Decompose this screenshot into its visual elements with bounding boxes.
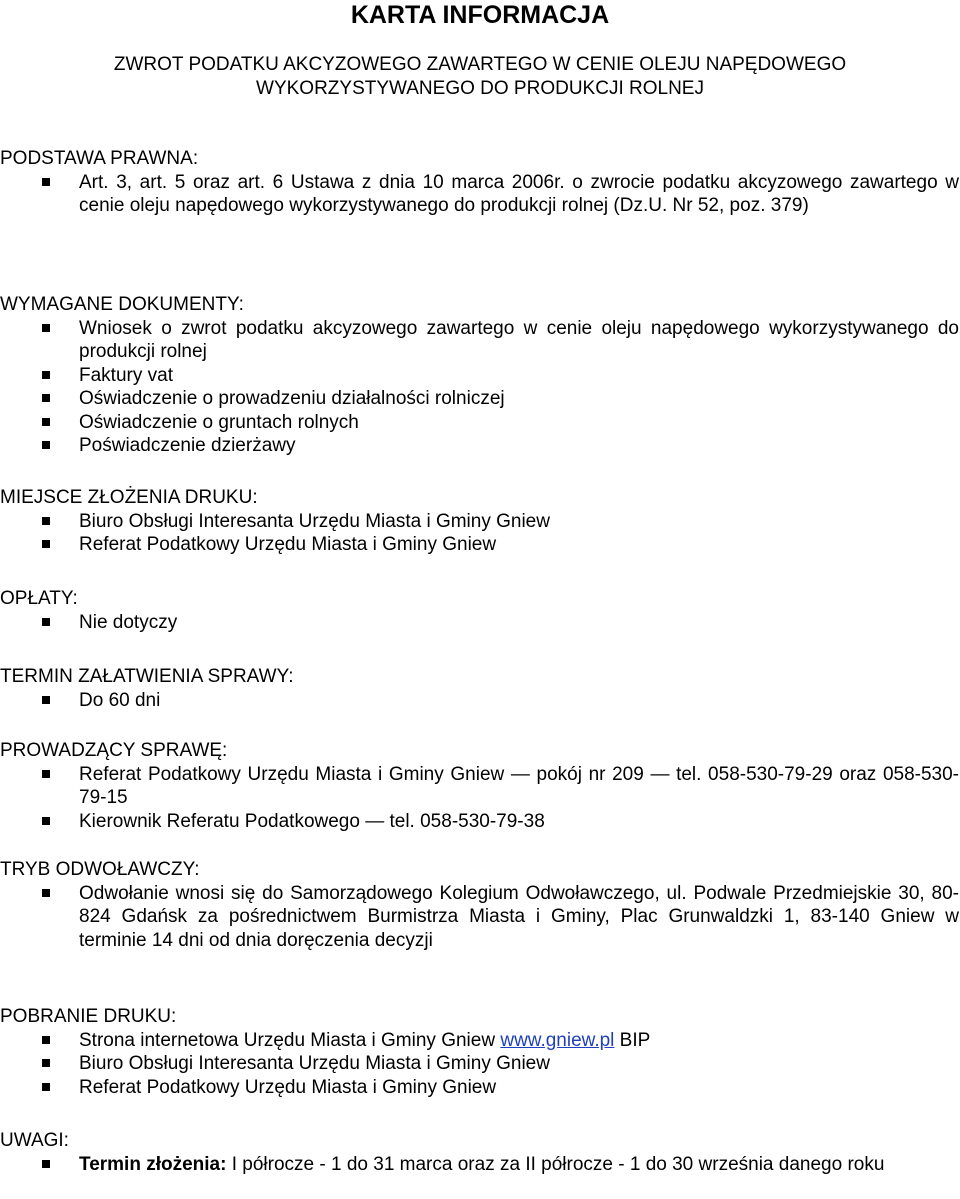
list-item: Referat Podatkowy Urzędu Miasta i Gminy Gniew — [0, 1076, 960, 1100]
square-bullet-icon — [42, 441, 50, 449]
section-heading: PODSTAWA PRAWNA: — [0, 148, 199, 169]
list-item: Do 60 dni — [0, 689, 960, 713]
document-subtitle — [0, 53, 960, 101]
list-item: Strona internetowa Urzędu Miasta i Gminy Gniew www.gniew.pl BIP — [0, 1029, 960, 1053]
section-prowadzacy-sprawe — [0, 739, 960, 833]
square-bullet-icon — [42, 1036, 50, 1044]
list-item: Art. 3, art. 5 oraz art. 6 Ustawa z dnia 10 marca 2006r. o zwrocie podatku akcyzowego zawartego w cenie oleju napędowego wykorzystywanego do produkcji rolnej (Dz.U. Nr 52, poz. 379) — [0, 171, 960, 218]
section-heading: UWAGI: — [0, 1130, 69, 1151]
section-heading: PROWADZĄCY SPRAWĘ: — [0, 740, 228, 761]
section-heading: TRYB ODWOŁAWCZY: — [0, 859, 200, 880]
square-bullet-icon — [42, 324, 50, 332]
section-wymagane-dokumenty — [0, 293, 960, 458]
section-heading: WYMAGANE DOKUMENTY: — [0, 294, 244, 315]
subtitle-line-1: ZWROT PODATKU AKCYZOWEGO ZAWARTEGO W CENIE OLEJU NAPĘDOWEGO — [113, 54, 847, 75]
square-bullet-icon — [42, 394, 50, 402]
list-item: Oświadczenie o prowadzeniu działalności rolniczej — [0, 387, 960, 411]
square-bullet-icon — [42, 1059, 50, 1067]
square-bullet-icon — [42, 517, 50, 525]
section-heading: MIEJSCE ZŁOŻENIA DRUKU: — [0, 487, 258, 508]
square-bullet-icon — [42, 696, 50, 704]
section-uwagi — [0, 1129, 960, 1176]
square-bullet-icon — [42, 1160, 50, 1168]
subtitle-line-2: WYKORZYSTYWANEGO DO PRODUKCJI ROLNEJ — [256, 78, 704, 99]
section-miejsce-zlozenia — [0, 486, 960, 557]
section-podstawa-prawna — [0, 147, 960, 218]
list-item: Oświadczenie o gruntach rolnych — [0, 411, 960, 435]
list-item: Kierownik Referatu Podatkowego — tel. 058-530-79-38 — [0, 810, 960, 834]
list-item: Biuro Obsługi Interesanta Urzędu Miasta i Gminy Gniew — [0, 1052, 960, 1076]
square-bullet-icon — [42, 618, 50, 626]
section-tryb-odwolawczy — [0, 858, 960, 952]
list-item: Referat Podatkowy Urzędu Miasta i Gminy Gniew — pokój nr 209 — tel. 058-530-79-29 oraz 058-530-79-15 — [0, 763, 960, 810]
list-item: Wniosek o zwrot podatku akcyzowego zawartego w cenie oleju napędowego wykorzystywanego do produkcji rolnej — [0, 317, 960, 364]
square-bullet-icon — [42, 178, 50, 186]
square-bullet-icon — [42, 540, 50, 548]
list-item: Poświadczenie dzierżawy — [0, 434, 960, 458]
termin-zlozenia-label: Termin złożenia: — [79, 1153, 227, 1175]
gniew-website-link[interactable]: www.gniew.pl — [500, 1029, 615, 1051]
list-item: Termin złożenia: I półrocze - 1 do 31 marca oraz za II półrocze - 1 do 30 września danego roku — [0, 1153, 960, 1177]
list-item: Biuro Obsługi Interesanta Urzędu Miasta i Gminy Gniew — [0, 510, 960, 534]
square-bullet-icon — [42, 418, 50, 426]
document-title: KARTA INFORMACJA — [350, 1, 610, 29]
list-item: Referat Podatkowy Urzędu Miasta i Gminy Gniew — [0, 533, 960, 557]
list-item: Nie dotyczy — [0, 611, 960, 635]
list-item: Odwołanie wnosi się do Samorządowego Kolegium Odwoławczego, ul. Podwale Przedmiejskie 30, 80-824 Gdańsk za pośrednictwem Burmistrza Miasta i Gminy, Plac Grunwaldzki 1, 83-140 Gniew w terminie 14 dni od dnia doręczenia decyzji — [0, 882, 960, 953]
square-bullet-icon — [42, 770, 50, 778]
square-bullet-icon — [42, 889, 50, 897]
section-termin-zalatwienia — [0, 665, 960, 712]
list-item: Faktury vat — [0, 364, 960, 388]
section-heading: POBRANIE DRUKU: — [0, 1006, 177, 1027]
section-oplaty — [0, 587, 960, 634]
section-heading: OPŁATY: — [0, 588, 78, 609]
section-pobranie-druku — [0, 1005, 960, 1099]
square-bullet-icon — [42, 371, 50, 379]
square-bullet-icon — [42, 817, 50, 825]
section-heading: TERMIN ZAŁATWIENIA SPRAWY: — [0, 666, 294, 687]
square-bullet-icon — [42, 1083, 50, 1091]
